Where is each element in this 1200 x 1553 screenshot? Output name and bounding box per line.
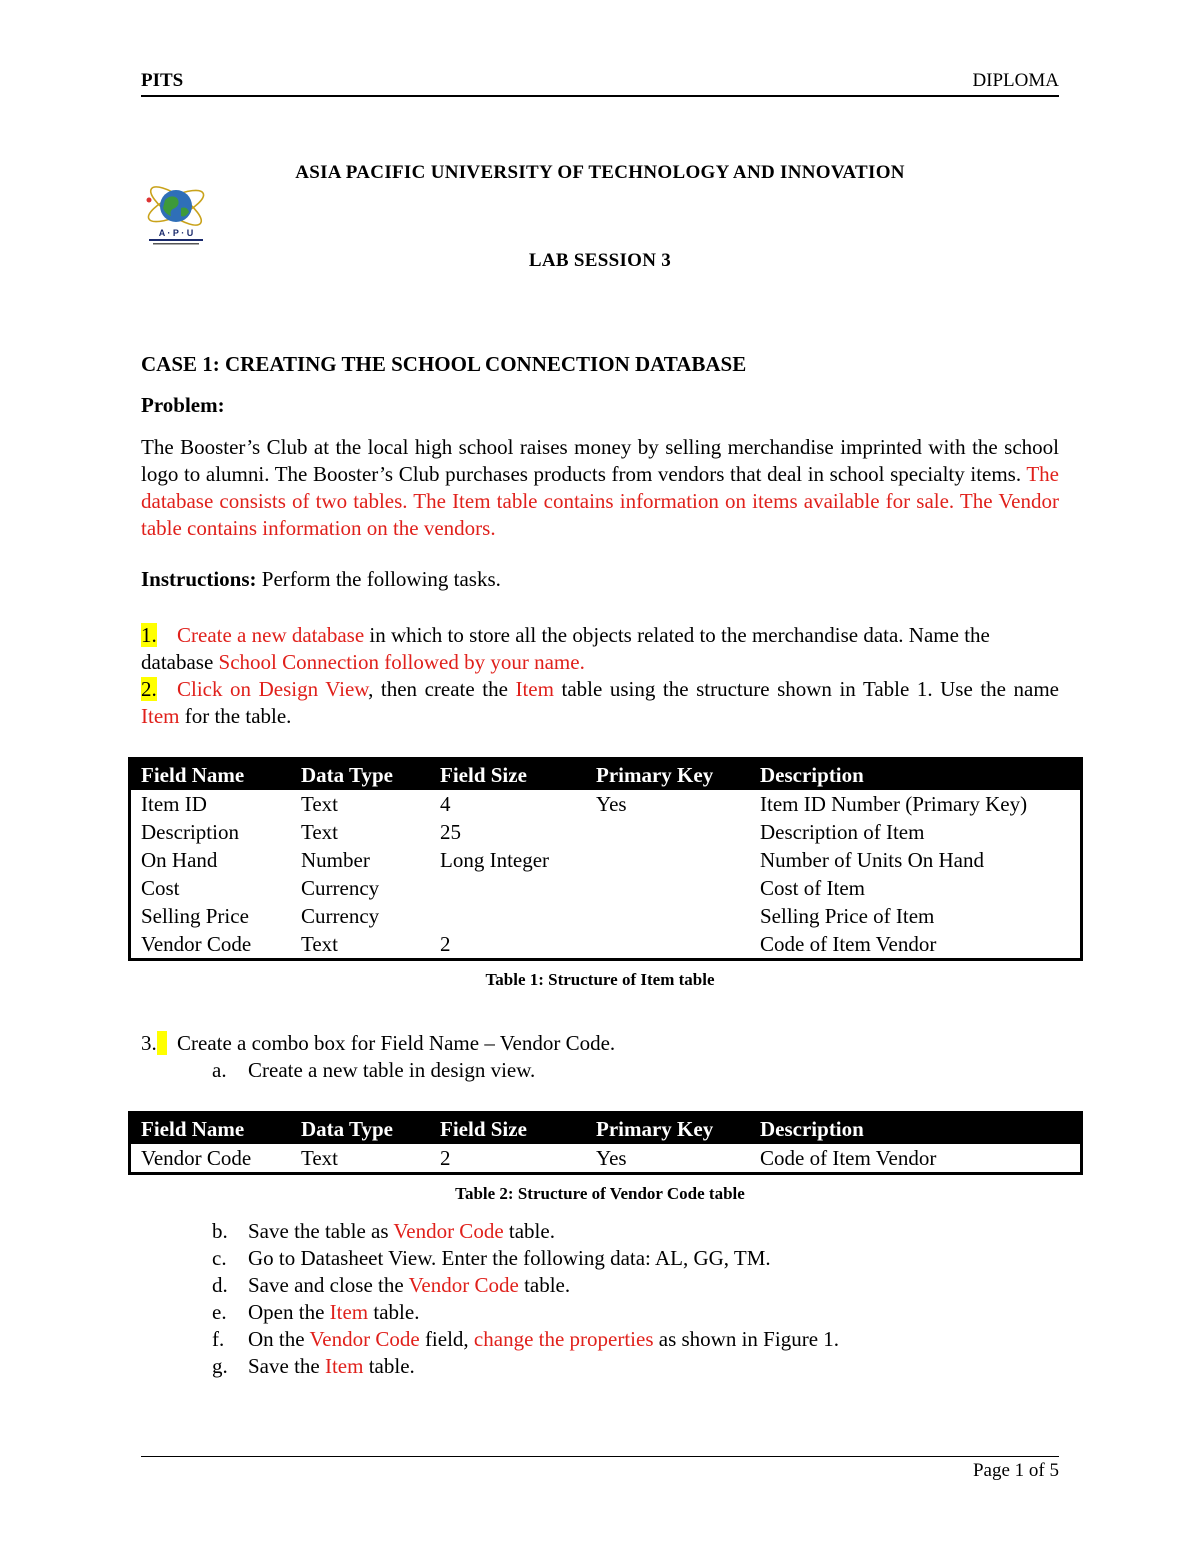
header-rule bbox=[141, 95, 1059, 97]
table-row bbox=[130, 874, 1082, 902]
sub-step-red: Item bbox=[329, 1300, 369, 1324]
vendor-code-structure-table bbox=[128, 1111, 1083, 1175]
sub-step-letter: g. bbox=[212, 1354, 228, 1378]
sub-step-red: Vendor Code bbox=[408, 1273, 519, 1297]
sub-step-text: table. bbox=[503, 1219, 555, 1243]
sub-step-letter: c. bbox=[212, 1246, 227, 1270]
problem-text: The Booster’s Club at the local high school raises money by selling merchandise imprinted with the school logo to alumni. The Booster’s Club purchases products from vendors that deal in school specialty items. bbox=[141, 435, 1059, 486]
table-cell: Text bbox=[301, 932, 339, 956]
column-header: Field Size bbox=[430, 1113, 586, 1145]
table-cell bbox=[586, 902, 750, 930]
step-2-red-1: Click on Design View bbox=[177, 677, 369, 701]
instructions bbox=[141, 567, 501, 592]
table-cell: Text bbox=[301, 820, 339, 844]
table-row bbox=[130, 790, 1082, 818]
item-structure-table bbox=[128, 757, 1083, 961]
sub-step-text: Save and close the bbox=[248, 1273, 409, 1297]
sub-step-red: Item bbox=[324, 1354, 364, 1378]
column-header: Field Size bbox=[430, 759, 586, 791]
table-row bbox=[130, 846, 1082, 874]
table-cell: Code of Item Vendor bbox=[760, 1146, 937, 1170]
sub-step-g bbox=[212, 1353, 415, 1380]
column-header: Data Type bbox=[291, 1113, 430, 1145]
sub-step-a bbox=[212, 1057, 535, 1084]
step-number: 2. bbox=[141, 677, 157, 701]
table-cell: Currency bbox=[301, 876, 380, 900]
page-number: Page 1 of 5 bbox=[972, 1460, 1059, 1481]
table-cell: Number of Units On Hand bbox=[760, 848, 984, 872]
sub-step-letter: b. bbox=[212, 1219, 228, 1243]
table-cell bbox=[430, 874, 586, 902]
table-cell: Cost bbox=[141, 876, 180, 900]
table-cell: Yes bbox=[596, 792, 627, 816]
column-header: Description bbox=[750, 1113, 1082, 1145]
column-header: Field Name bbox=[130, 1113, 292, 1145]
table-header-row bbox=[130, 759, 1082, 791]
step-number: 1. bbox=[141, 623, 157, 647]
table-cell: Cost of Item bbox=[760, 876, 865, 900]
step-3: 3. Create a combo box for Field Name – Vendor Code. bbox=[141, 1031, 616, 1055]
table-cell: Item ID bbox=[141, 792, 207, 816]
sub-step-b bbox=[212, 1218, 555, 1245]
lab-session-title: LAB SESSION 3 bbox=[528, 250, 672, 271]
sub-step-red: Vendor Code bbox=[309, 1327, 420, 1351]
step-2-red-3: Item bbox=[141, 704, 180, 728]
sub-step-text: Open the bbox=[248, 1300, 330, 1324]
table-cell: Vendor Code bbox=[141, 1146, 252, 1170]
sub-step-letter: f. bbox=[212, 1327, 225, 1351]
table-cell: Description of Item bbox=[760, 820, 925, 844]
sub-step-e bbox=[212, 1299, 419, 1326]
step-3-text: Create a combo box for Field Name – Vendor Code. bbox=[177, 1031, 616, 1055]
step-1-red-1: Create a new database bbox=[177, 623, 365, 647]
sub-step-letter: e. bbox=[212, 1300, 227, 1324]
footer-rule bbox=[141, 1456, 1059, 1457]
problem-paragraph bbox=[141, 434, 1059, 542]
table-cell: 25 bbox=[440, 820, 461, 844]
table-row bbox=[130, 902, 1082, 930]
problem-text-highlighted: The database consists of two tables. The Item table contains information on items available for sale. The Vendor table contains information on the vendors. bbox=[141, 462, 1059, 540]
sub-step-d bbox=[212, 1272, 570, 1299]
sub-step-text: On the bbox=[248, 1327, 310, 1351]
sub-step-text: table. bbox=[518, 1273, 571, 1297]
table-row bbox=[130, 930, 1082, 960]
step-1 bbox=[141, 622, 1059, 676]
column-header: Data Type bbox=[291, 759, 430, 791]
table-cell: Selling Price of Item bbox=[760, 904, 935, 928]
sub-step-text: as shown in Figure 1. bbox=[653, 1327, 840, 1351]
header-right: DIPLOMA bbox=[972, 70, 1059, 91]
table-cell bbox=[430, 902, 586, 930]
step-highlight bbox=[157, 1031, 168, 1055]
table-cell: Selling Price bbox=[141, 904, 249, 928]
sub-step-text: Create a new table in design view. bbox=[248, 1058, 536, 1082]
table-cell: 2 bbox=[440, 1146, 451, 1170]
sub-step-text: table. bbox=[363, 1354, 415, 1378]
sub-step-f bbox=[212, 1326, 839, 1353]
table-cell: 2 bbox=[440, 932, 451, 956]
problem-label: Problem: bbox=[141, 393, 225, 417]
sub-step-text: table. bbox=[368, 1300, 420, 1324]
table-cell: Text bbox=[301, 792, 339, 816]
table-row bbox=[130, 818, 1082, 846]
table-cell: Currency bbox=[301, 904, 380, 928]
sub-step-text: Save the table as bbox=[248, 1219, 394, 1243]
table-2-caption: Table 2: Structure of Vendor Code table bbox=[455, 1184, 745, 1203]
table-cell bbox=[586, 874, 750, 902]
university-title: ASIA PACIFIC UNIVERSITY OF TECHNOLOGY AND INNOVATION bbox=[295, 162, 905, 183]
table-cell: Code of Item Vendor bbox=[760, 932, 937, 956]
table-header-row bbox=[130, 1113, 1082, 1145]
sub-step-c bbox=[212, 1245, 771, 1272]
table-cell: Description bbox=[141, 820, 239, 844]
table-cell: Vendor Code bbox=[141, 932, 252, 956]
table-row bbox=[130, 1144, 1082, 1174]
step-1-red-2: School Connection followed by your name. bbox=[218, 650, 585, 674]
header-left: PITS bbox=[141, 70, 184, 91]
sub-step-text: Go to Datasheet View. Enter the following data: AL, GG, TM. bbox=[248, 1246, 771, 1270]
step-2 bbox=[141, 676, 1059, 730]
instructions-label: Instructions: bbox=[141, 567, 257, 591]
sub-step-text: Save the bbox=[248, 1354, 325, 1378]
column-header: Description bbox=[750, 759, 1082, 791]
column-header: Field Name bbox=[130, 759, 292, 791]
step-1-text: in which to store all the objects related to the merchandise data. Name the database bbox=[141, 623, 990, 674]
apu-globe-logo-icon bbox=[143, 180, 209, 248]
table-cell bbox=[586, 846, 750, 874]
table-cell bbox=[586, 818, 750, 846]
case-heading: CASE 1: CREATING THE SCHOOL CONNECTION DATABASE bbox=[141, 352, 747, 376]
column-header: Primary Key bbox=[586, 1113, 750, 1145]
sub-step-red: Vendor Code bbox=[393, 1219, 504, 1243]
table-cell: On Hand bbox=[141, 848, 218, 872]
logo-caption: A · P · U bbox=[158, 228, 194, 238]
table-cell: Item ID Number (Primary Key) bbox=[760, 792, 1028, 816]
table-cell bbox=[586, 930, 750, 960]
table-cell: Number bbox=[301, 848, 370, 872]
step-2-text-3: for the table. bbox=[179, 704, 292, 728]
step-2-red-2: Item bbox=[515, 677, 554, 701]
table-cell: Long Integer bbox=[440, 848, 550, 872]
sub-step-text: field, bbox=[419, 1327, 474, 1351]
step-2-text-1: , then create the bbox=[368, 677, 516, 701]
sub-step-red: change the properties bbox=[473, 1327, 654, 1351]
table-1-caption: Table 1: Structure of Item table bbox=[485, 970, 715, 989]
sub-step-letter: a. bbox=[212, 1058, 227, 1082]
table-cell: Yes bbox=[596, 1146, 627, 1170]
instructions-text: Perform the following tasks. bbox=[256, 567, 501, 591]
column-header: Primary Key bbox=[586, 759, 750, 791]
table-cell: 4 bbox=[440, 792, 451, 816]
sub-step-letter: d. bbox=[212, 1273, 228, 1297]
step-2-text-2: table using the structure shown in Table 1. Use the name bbox=[553, 677, 1059, 701]
table-cell: Text bbox=[301, 1146, 339, 1170]
